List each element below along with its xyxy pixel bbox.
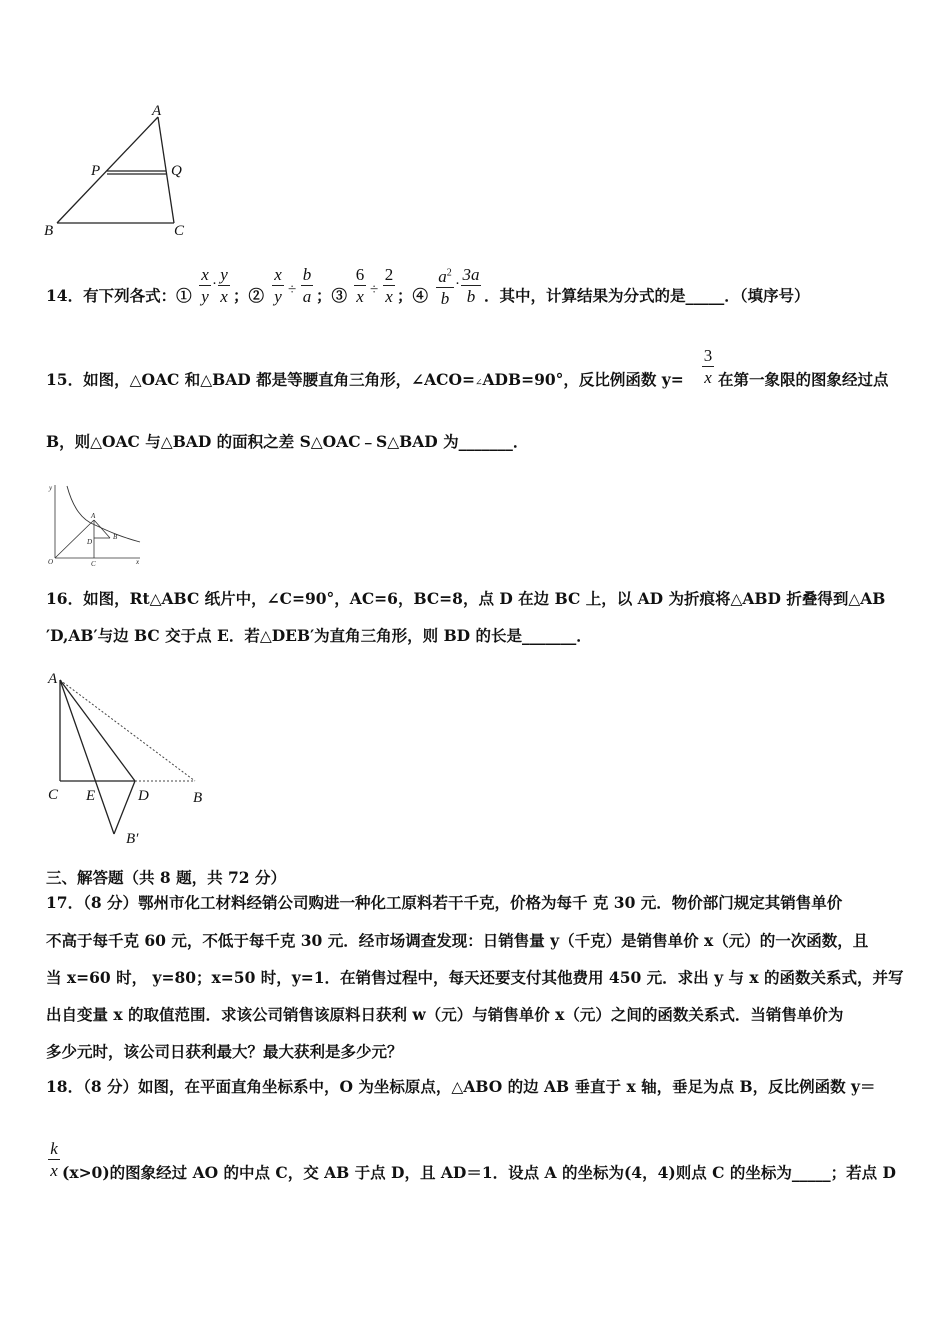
q15-label-y: y bbox=[49, 484, 53, 492]
label-p: P bbox=[91, 163, 101, 179]
q15-frac-num: 3 bbox=[703, 346, 713, 365]
q15-line1-post: 在第一象限的图象经过点 bbox=[718, 370, 889, 389]
q14-f1a bbox=[199, 266, 211, 305]
q14-f1b bbox=[218, 266, 230, 305]
label-q: Q bbox=[171, 163, 182, 179]
q17-line-2: 不高于每千克 60 元，不低于每千克 30 元．经市场调查发现：日销售量 y（千克）是销售单价 x（元）的一次函数，且 bbox=[46, 931, 869, 950]
q14-op4: · bbox=[455, 276, 460, 292]
label-a: A bbox=[152, 103, 162, 119]
q14-f2b bbox=[301, 266, 313, 305]
f4b-den: b bbox=[466, 287, 476, 306]
f1a-num: x bbox=[201, 265, 209, 284]
f1a-den: y bbox=[201, 287, 209, 306]
q18-frac-num: k bbox=[50, 1139, 58, 1158]
f3b-num: 2 bbox=[384, 265, 394, 284]
q17-line-5: 多少元时，该公司日获利最大？最大获利是多少元？ bbox=[46, 1042, 403, 1061]
q18-frac bbox=[48, 1140, 60, 1179]
q14-op1: · bbox=[212, 276, 217, 292]
figure-q15-hyperbola bbox=[40, 480, 150, 570]
q14-f2a bbox=[272, 266, 284, 305]
q17-line-3: 当 x=60 时， y=80；x=50 时，y=1．在销售过程中，每天还要支付其他费用 450 元．求出 y 与 x 的函数关系式，并写 bbox=[46, 968, 904, 987]
q14-sep4: ；④ bbox=[397, 286, 429, 305]
f4b-num: 3a bbox=[462, 265, 480, 284]
q14-f3a bbox=[354, 266, 366, 305]
q15-line1-pre bbox=[46, 370, 684, 393]
q15-line2: B，则△OAC 与△BAD 的面积之差 S△OAC﹣S△BAD 为_______． bbox=[46, 432, 529, 451]
q18-frac-den: x bbox=[50, 1161, 58, 1180]
f4a-num: a bbox=[438, 266, 447, 286]
q15-label-a: A bbox=[91, 512, 96, 520]
figure-q16-fold bbox=[40, 665, 220, 850]
q15-frac bbox=[702, 347, 714, 386]
q17-line-1: 17．（8 分）鄂州市化工材料经销公司购进一种化工原料若干千克，价格为每千 克 30 元．物价部门规定其销售单价 bbox=[46, 893, 843, 912]
f3a-num: 6 bbox=[355, 265, 365, 284]
f1b-num: y bbox=[220, 265, 228, 284]
section3-title: 三、解答题（共 8 题，共 72 分） bbox=[46, 868, 286, 887]
q16-line2: ′D,AB′与边 BC 交于点 E．若△DEB′为直角三角形，则 BD 的长是_______． bbox=[46, 626, 592, 645]
label-b: B bbox=[44, 223, 54, 239]
q16-label-a: A bbox=[48, 671, 58, 687]
q15-angle-small: ∠ bbox=[474, 378, 483, 388]
q14-suffix: ．其中，计算结果为分式的是_____．（填序号） bbox=[484, 286, 810, 305]
q14-f4b bbox=[461, 266, 481, 305]
q18-line2: (x>0)的图象经过 AO 的中点 C，交 AB 于点 D，且 AD＝1．设点 A 的坐标为(4，4)则点 C 的坐标为_____；若点 D bbox=[62, 1163, 896, 1182]
q16-label-c: C bbox=[48, 787, 59, 803]
f3a-den: x bbox=[356, 287, 364, 306]
q16-line1: 16．如图，Rt△ABC 纸片中，∠C=90°，AC=6，BC=8，点 D 在边 BC 上，以 AD 为折痕将△ABD 折叠得到△AB bbox=[46, 589, 886, 608]
q14-sep3: ；③ bbox=[316, 286, 348, 305]
f3b-den: x bbox=[385, 287, 393, 306]
f2b-num: b bbox=[302, 265, 312, 284]
f2a-num: x bbox=[274, 265, 282, 284]
q15-frac-den: x bbox=[704, 368, 712, 387]
q14-prefix: 14．有下列各式：① bbox=[46, 286, 192, 305]
q18-line1: 18．（8 分）如图，在平面直角坐标系中，O 为坐标原点，△ABO 的边 AB 垂直于 x 轴，垂足为点 B，反比例函数 y＝ bbox=[46, 1077, 876, 1096]
q15-pre-text: 15．如图，△OAC 和△BAD 都是等腰直角三角形，∠ACO= bbox=[46, 370, 475, 389]
q15-label-x: x bbox=[136, 558, 140, 566]
label-c: C bbox=[174, 223, 185, 239]
q15-label-b: B bbox=[113, 533, 118, 541]
q16-label-b: B bbox=[193, 790, 203, 806]
q14-f4a bbox=[436, 264, 454, 307]
f1b-den: x bbox=[220, 287, 228, 306]
q14-sep2: ；② bbox=[233, 286, 265, 305]
q15-mid-text: ADB=90°，反比例函数 y= bbox=[482, 370, 684, 389]
q14-f3b bbox=[383, 266, 395, 305]
q16-label-e: E bbox=[86, 788, 96, 804]
q17-line-4: 出自变量 x 的取值范围．求该公司销售该原料日获利 w（元）与销售单价 x（元）之间的函数关系式．当销售单价为 bbox=[46, 1005, 844, 1024]
q14-op3: ÷ bbox=[370, 282, 379, 298]
q14-op2: ÷ bbox=[288, 282, 297, 298]
q15-label-d: D bbox=[87, 538, 93, 546]
q15-label-c: C bbox=[91, 560, 96, 568]
q16-label-d: D bbox=[138, 788, 149, 804]
figure-triangle-pq bbox=[40, 100, 200, 245]
q16-label-bprime: B′ bbox=[126, 831, 139, 847]
f2b-den: a bbox=[302, 287, 312, 306]
f4a-den: b bbox=[440, 288, 450, 308]
f4a-sup: 2 bbox=[446, 267, 452, 278]
q15-label-o: O bbox=[48, 558, 54, 566]
f2a-den: y bbox=[274, 287, 282, 306]
